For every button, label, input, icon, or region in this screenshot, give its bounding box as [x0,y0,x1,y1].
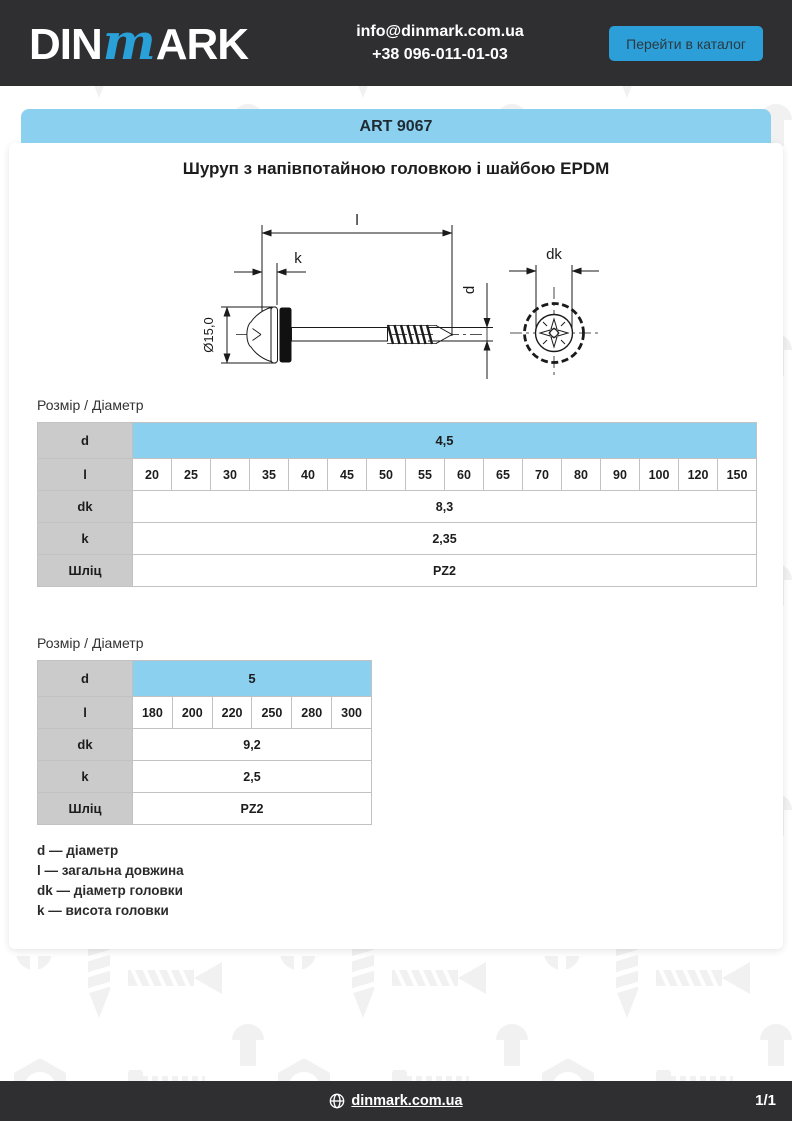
row-label-dk: dk [38,491,133,523]
dim-label-washer-diameter: Ø15,0 [201,317,216,353]
l-value-cell: 25 [172,459,211,491]
legend-item: k — висота головки [37,903,169,918]
l-value-cell: 80 [562,459,601,491]
page-indicator: 1/1 [755,1092,776,1109]
size-table-d5 [37,660,372,825]
size-table-d45 [37,422,757,587]
l-value-cell: 220 [212,697,252,729]
d-value-cell: 5 [133,661,372,697]
table-row [38,491,757,523]
l-value-cell: 100 [640,459,679,491]
row-label-slot: Шліц [38,555,133,587]
header-bar [0,0,792,86]
footer-bar [0,1081,792,1121]
l-value-cell: 280 [292,697,332,729]
l-value-cell: 300 [332,697,372,729]
l-value-cell: 250 [252,697,292,729]
section-label-2: Розмір / Діаметр [37,635,144,651]
l-value-cell: 55 [406,459,445,491]
slot-value-cell: PZ2 [133,555,757,587]
row-label-dk: dk [38,729,133,761]
l-value-cell: 40 [289,459,328,491]
dim-label-head-diameter: dk [546,246,562,263]
logo-part1: DIN [29,20,102,69]
contact-email: info@dinmark.com.ua [356,23,524,40]
dim-label-diameter: d [461,285,478,295]
l-value-cell: 70 [523,459,562,491]
technical-drawing [180,195,630,385]
table-row [38,793,372,825]
table-row [38,697,372,729]
globe-icon [329,1093,345,1109]
section-label-1: Розмір / Діаметр [37,397,144,413]
logo-accent-m: m [102,12,155,71]
legend-item: dk — діаметр головки [37,883,183,898]
table-row [38,523,757,555]
k-value-cell: 2,35 [133,523,757,555]
row-label-k: k [38,523,133,555]
dk-value-cell: 9,2 [133,729,372,761]
content-card [9,143,783,949]
article-code-bar: ART 9067 [21,109,771,143]
k-value-cell: 2,5 [133,761,372,793]
row-label-d: d [38,661,133,697]
l-value-cell: 120 [679,459,718,491]
go-to-catalog-button[interactable]: Перейти в каталог [609,26,763,61]
logo-part2: ARK [155,20,249,69]
row-label-k: k [38,761,133,793]
footer-site-link[interactable] [329,1093,462,1109]
row-label-l: l [38,697,133,729]
l-value-cell: 20 [133,459,172,491]
table-row [38,761,372,793]
l-value-cell: 65 [484,459,523,491]
l-value-cell: 200 [172,697,212,729]
l-value-cell: 150 [718,459,757,491]
l-value-cell: 60 [445,459,484,491]
product-title: Шуруп з напівпотайною головкою і шайбою EPDM [182,159,610,178]
l-value-cell: 90 [601,459,640,491]
l-value-cell: 45 [328,459,367,491]
dk-value-cell: 8,3 [133,491,757,523]
legend-item: l — загальна довжина [37,863,184,878]
contact-phone: +38 096-011-01-03 [372,46,508,63]
dim-label-length: l [355,212,359,229]
table-row [38,729,372,761]
d-value-cell: 4,5 [133,423,757,459]
l-value-cell: 35 [250,459,289,491]
legend-item: d — діаметр [37,843,119,858]
l-value-cell: 180 [133,697,173,729]
row-label-l: l [38,459,133,491]
dinmark-logo [29,12,249,71]
row-label-d: d [38,423,133,459]
header-contact [320,20,560,66]
dimension-legend [37,841,184,921]
table-row [38,459,757,491]
dim-label-head-height: k [294,250,302,267]
l-value-cell: 50 [367,459,406,491]
footer-site-text: dinmark.com.ua [351,1093,463,1109]
table-row [38,555,757,587]
table-row [38,661,372,697]
slot-value-cell: PZ2 [133,793,372,825]
row-label-slot: Шліц [38,793,133,825]
l-value-cell: 30 [211,459,250,491]
table-row [38,423,757,459]
